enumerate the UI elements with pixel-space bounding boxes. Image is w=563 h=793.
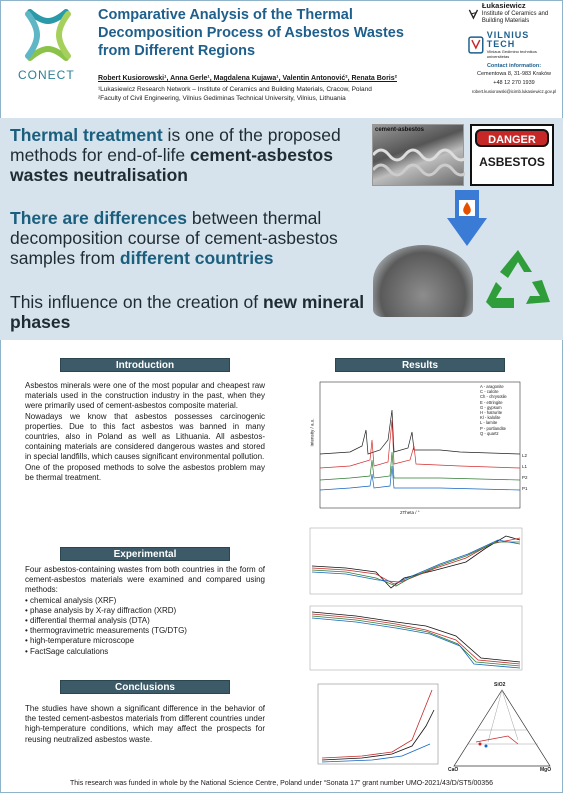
conclusions-heading: Conclusions <box>60 680 230 694</box>
xrd-xlabel: 2Theta / ° <box>400 510 420 515</box>
introduction-p3: One of the proposed methods to solve the asbestos problem may be thermal treatment. <box>25 462 265 482</box>
institutions-column <box>468 2 560 112</box>
introduction-p2: Nowadays we know that asbestos possesses carcinogenic properties. Due to this fact asbestos was banned in many countries, also in Poland as well as Lithuania. All asbestos-containing materials are considered dangerous wastes and stored in special landfills, which causes significant environmental pollution. <box>25 411 265 462</box>
banner-statement-2: There are differences between thermal decomposition course of cement-asbestos samples from different countries <box>10 208 338 268</box>
asbestos-label: ASBESTOS <box>479 155 545 169</box>
corrugated-sheet-icon <box>373 125 465 187</box>
xrd-chart <box>310 380 530 518</box>
xrd-legend-entry: H - hatrurite <box>480 410 503 416</box>
tg-plot <box>306 602 526 674</box>
xrd-series-label: P2 <box>522 475 528 480</box>
conect-logo-icon <box>4 2 92 68</box>
vilnius-icon <box>468 36 484 54</box>
contact-phone: +48 12 270 1939 <box>493 80 535 86</box>
affiliation-1: ¹Lukasiewicz Research Network – Institute of Ceramics and Building Materials, Cracow, Poland <box>98 86 372 93</box>
microscope-plot <box>312 680 442 774</box>
experimental-intro: Four asbestos-containing wastes from both countries in the form of cement-asbestos materials were examined and compared using methods: <box>25 565 265 595</box>
recycle-icon <box>482 246 554 316</box>
ternary-right-label: MgO <box>540 767 552 773</box>
vilnius-name: VILNIUS TECH <box>486 30 530 49</box>
conclusions-text: The studies have shown a significant difference in the behavior of the tested cement-asbestos materials from different countries under high-temperature conditions, which may affect the prospects for reusing neutralized asbestos waste. <box>25 704 265 744</box>
xrd-legend-entry: E - ettringite <box>480 399 503 405</box>
ternary-diagram <box>448 682 556 774</box>
contact-address: Cementowa 8, 31-983 Kraków <box>477 71 551 77</box>
affiliation-2: ²Faculty of Civil Engineering, Vilnius Gediminas Technical University, Vilnius, Lithuania <box>98 94 346 102</box>
down-arrow-flame-icon <box>447 190 487 246</box>
xrd-legend-entry: L - larnite <box>480 420 498 426</box>
banner-statement-3: This influence on the creation of new mineral phases <box>10 292 365 332</box>
method-item: • high-temperature microscope <box>25 636 265 646</box>
ternary-top-label: SiO2 <box>494 682 506 688</box>
xrd-series-label: L1 <box>522 464 528 469</box>
danger-sign <box>470 124 554 186</box>
xrd-legend-entry: Kl - kalolite <box>480 415 501 421</box>
lukasiewicz-sub: Institute of Ceramics and Building Materials <box>481 11 549 24</box>
lukasiewicz-logo <box>468 2 560 25</box>
poster-title: Comparative Analysis of the Thermal Decomposition Process of Asbestos Wastes from Different Regions <box>98 7 404 59</box>
introduction-text <box>25 381 265 483</box>
xrd-series-labels <box>522 450 528 494</box>
tg-chart <box>306 602 526 674</box>
funding-footer: This research was funded in whole by the National Science Centre, Poland under “Sonata 17” grant number UMO-2021/43/D/ST5/00356 <box>70 780 493 787</box>
xrd-legend-entry: A - aragonite <box>480 384 504 389</box>
contact-heading: Contact information: <box>486 63 542 69</box>
methods-list <box>25 596 265 657</box>
xrd-legend-entry: G - gypsum <box>480 404 502 410</box>
dta-chart <box>306 522 526 598</box>
cement-asbestos-label: cement-asbestos <box>375 127 425 133</box>
introduction-p1: Asbestos minerals were one of the most popular and cheapest raw materials used in the construction industry in the past, when they were primarily used of cement-asbestos composite material. <box>25 381 265 411</box>
cement-asbestos-photo <box>372 124 464 186</box>
ternary-left-label: CaO <box>448 767 459 773</box>
authors: Robert Kusiorowski¹, Anna Gerle¹, Magdalena Kujawa¹, Valentin Antonović², Renata Boris² <box>98 75 397 82</box>
dta-plot <box>306 522 526 598</box>
xrd-legend-entry: Ch - chrysotile <box>480 394 507 400</box>
xrd-legend-entry: P - portlandite <box>480 425 506 431</box>
method-item: • thermogravimetric measurements (TG/DTG) <box>25 626 265 636</box>
logo-label: CONECT <box>18 68 75 82</box>
introduction-heading: Introduction <box>60 358 230 372</box>
method-item: • differential thermal analysis (DTA) <box>25 616 265 626</box>
xrd-ylabel: Intensity / a.u. <box>309 418 315 447</box>
danger-label: DANGER <box>475 129 549 147</box>
results-heading: Results <box>335 358 505 372</box>
ash-powder-photo <box>373 245 473 317</box>
ternary-plot <box>448 682 556 774</box>
microscope-chart <box>312 680 442 774</box>
experimental-text <box>25 565 265 657</box>
method-item: • chemical analysis (XRF) <box>25 596 265 606</box>
contact-email[interactable]: robert.kusiorowski@icimb.lukasiewicz.gov.pl <box>471 89 557 94</box>
xrd-legend-entry: C - calcite <box>480 389 499 395</box>
method-item: • FactSage calculations <box>25 647 265 657</box>
xrd-legend <box>480 384 507 436</box>
method-item: • phase analysis by X-ray diffraction (XRD) <box>25 606 265 616</box>
lukasiewicz-name: Łukasiewicz <box>481 1 526 10</box>
xrd-series-label: P1 <box>522 486 528 491</box>
banner-statement-1: Thermal treatment is one of the proposed methods for end-of-life cement-asbestos wastes neutralisation <box>10 125 341 185</box>
xrd-series-label: L2 <box>522 453 528 458</box>
xrd-legend-entry: Q - quartz <box>480 430 499 436</box>
vilnius-logo <box>468 31 560 59</box>
experimental-heading: Experimental <box>60 547 230 561</box>
lukasiewicz-icon <box>468 6 479 22</box>
affiliations <box>98 86 468 103</box>
conect-logo <box>4 2 92 92</box>
vilnius-sub: Vilniaus Gedimino technikos universitetas <box>486 49 537 59</box>
